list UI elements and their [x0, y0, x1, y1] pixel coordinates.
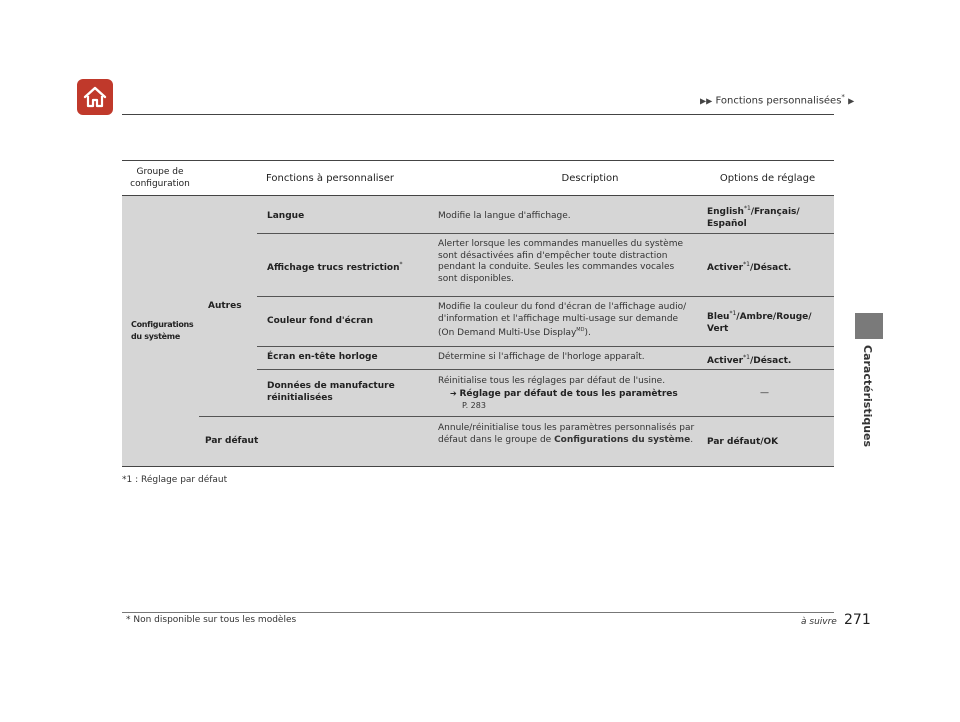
- table-row-description: Alerter lorsque les commandes manuelles du système sont désactivées afin d'empêcher toute distraction pendant la conduite. Seules les commandes vocales sont disponibles.: [438, 239, 683, 284]
- side-tab-marker: [855, 313, 883, 339]
- table-row-feature: Couleur fond d'écran: [267, 316, 374, 326]
- feature-star: *: [399, 261, 403, 268]
- description-end: ).: [584, 328, 591, 338]
- breadcrumb-label: Fonctions personnalisées: [715, 95, 842, 107]
- description-end: .: [690, 434, 694, 445]
- table-body-top-rule: [122, 195, 834, 196]
- description-text: Modifie la couleur du fond d'écran de l'affichage audio/ d'information et l'affichage multi-usage sur demande (On Demand Multi-Use Display: [438, 302, 687, 338]
- breadcrumb[interactable]: [700, 93, 854, 106]
- footnote: *1 : Réglage par défaut: [122, 475, 228, 485]
- reference-link[interactable]: [438, 388, 703, 401]
- subgroup-label: Autres: [208, 301, 242, 311]
- table-row-options: Activer$^{*1}$/Désact.: [707, 354, 792, 366]
- table-row-feature: Données de manufacture réinitialisées: [267, 381, 395, 403]
- breadcrumb-star: *: [841, 93, 845, 101]
- default-row-options: Par défaut/OK: [707, 437, 779, 447]
- table-row-options: Bleu$^{*1}$/Ambre/Rouge/ Vert: [707, 310, 812, 334]
- description-text: Réinitialise tous les réglages par défaut de l'usine.: [438, 376, 666, 386]
- row-divider: [257, 346, 834, 347]
- breadcrumb-end-arrow: ▶: [848, 96, 855, 106]
- table-row-feature: Langue: [267, 211, 305, 221]
- reference-page: P. 283: [462, 401, 486, 410]
- table-row-description: [438, 376, 703, 412]
- page-number: 271: [844, 612, 871, 628]
- table-row-description: Modifie la langue d'affichage.: [438, 211, 571, 221]
- description-bold: Configurations du système: [554, 434, 691, 445]
- home-icon: [82, 85, 108, 109]
- table-row-options: —: [760, 388, 769, 398]
- table-bottom-rule: [122, 466, 834, 467]
- row-divider: [199, 416, 834, 417]
- table-row-options: Activer$^{*1}$/Désact.: [707, 261, 792, 273]
- header-description: Description: [561, 173, 619, 184]
- footer-rule: [122, 612, 834, 613]
- side-tab-label: Caractéristiques: [861, 345, 874, 448]
- header-feature: Fonctions à personnaliser: [266, 173, 394, 184]
- continue-label: à suivre: [801, 617, 837, 627]
- table-row-feature: [267, 259, 403, 275]
- default-row-feature: Par défaut: [205, 436, 259, 446]
- header-group: Groupe de configuration: [130, 167, 190, 189]
- default-row-description: [438, 423, 700, 446]
- availability-note: * Non disponible sur tous les modèles: [126, 615, 297, 625]
- row-divider: [257, 296, 834, 297]
- row-divider: [257, 233, 834, 234]
- table-row-feature: Écran en-tête horloge: [267, 352, 378, 362]
- group-label: Configurations du système: [131, 320, 194, 341]
- reference-title: Réglage par défaut de tous les paramètres: [459, 388, 678, 399]
- header-rule: [122, 114, 834, 115]
- row-divider: [257, 369, 834, 370]
- table-top-rule: [122, 160, 834, 161]
- table-row-description: Détermine si l'affichage de l'horloge apparaît.: [438, 352, 645, 362]
- description-text: Annule/réinitialise tous les paramètres personnalisés par défaut dans le groupe de: [438, 423, 695, 445]
- header-options: Options de réglage: [719, 173, 816, 184]
- feature-label: Affichage trucs restriction: [267, 263, 400, 273]
- table-row-options: English$^{*1}$/Français/ Español: [707, 205, 800, 229]
- table-row-description: [438, 302, 696, 340]
- breadcrumb-arrows: ▶▶: [700, 96, 713, 106]
- description-sup: MD: [576, 327, 585, 333]
- reference-arrow-icon: ➔: [450, 388, 460, 398]
- settings-table: [122, 195, 834, 467]
- home-button[interactable]: [77, 79, 113, 115]
